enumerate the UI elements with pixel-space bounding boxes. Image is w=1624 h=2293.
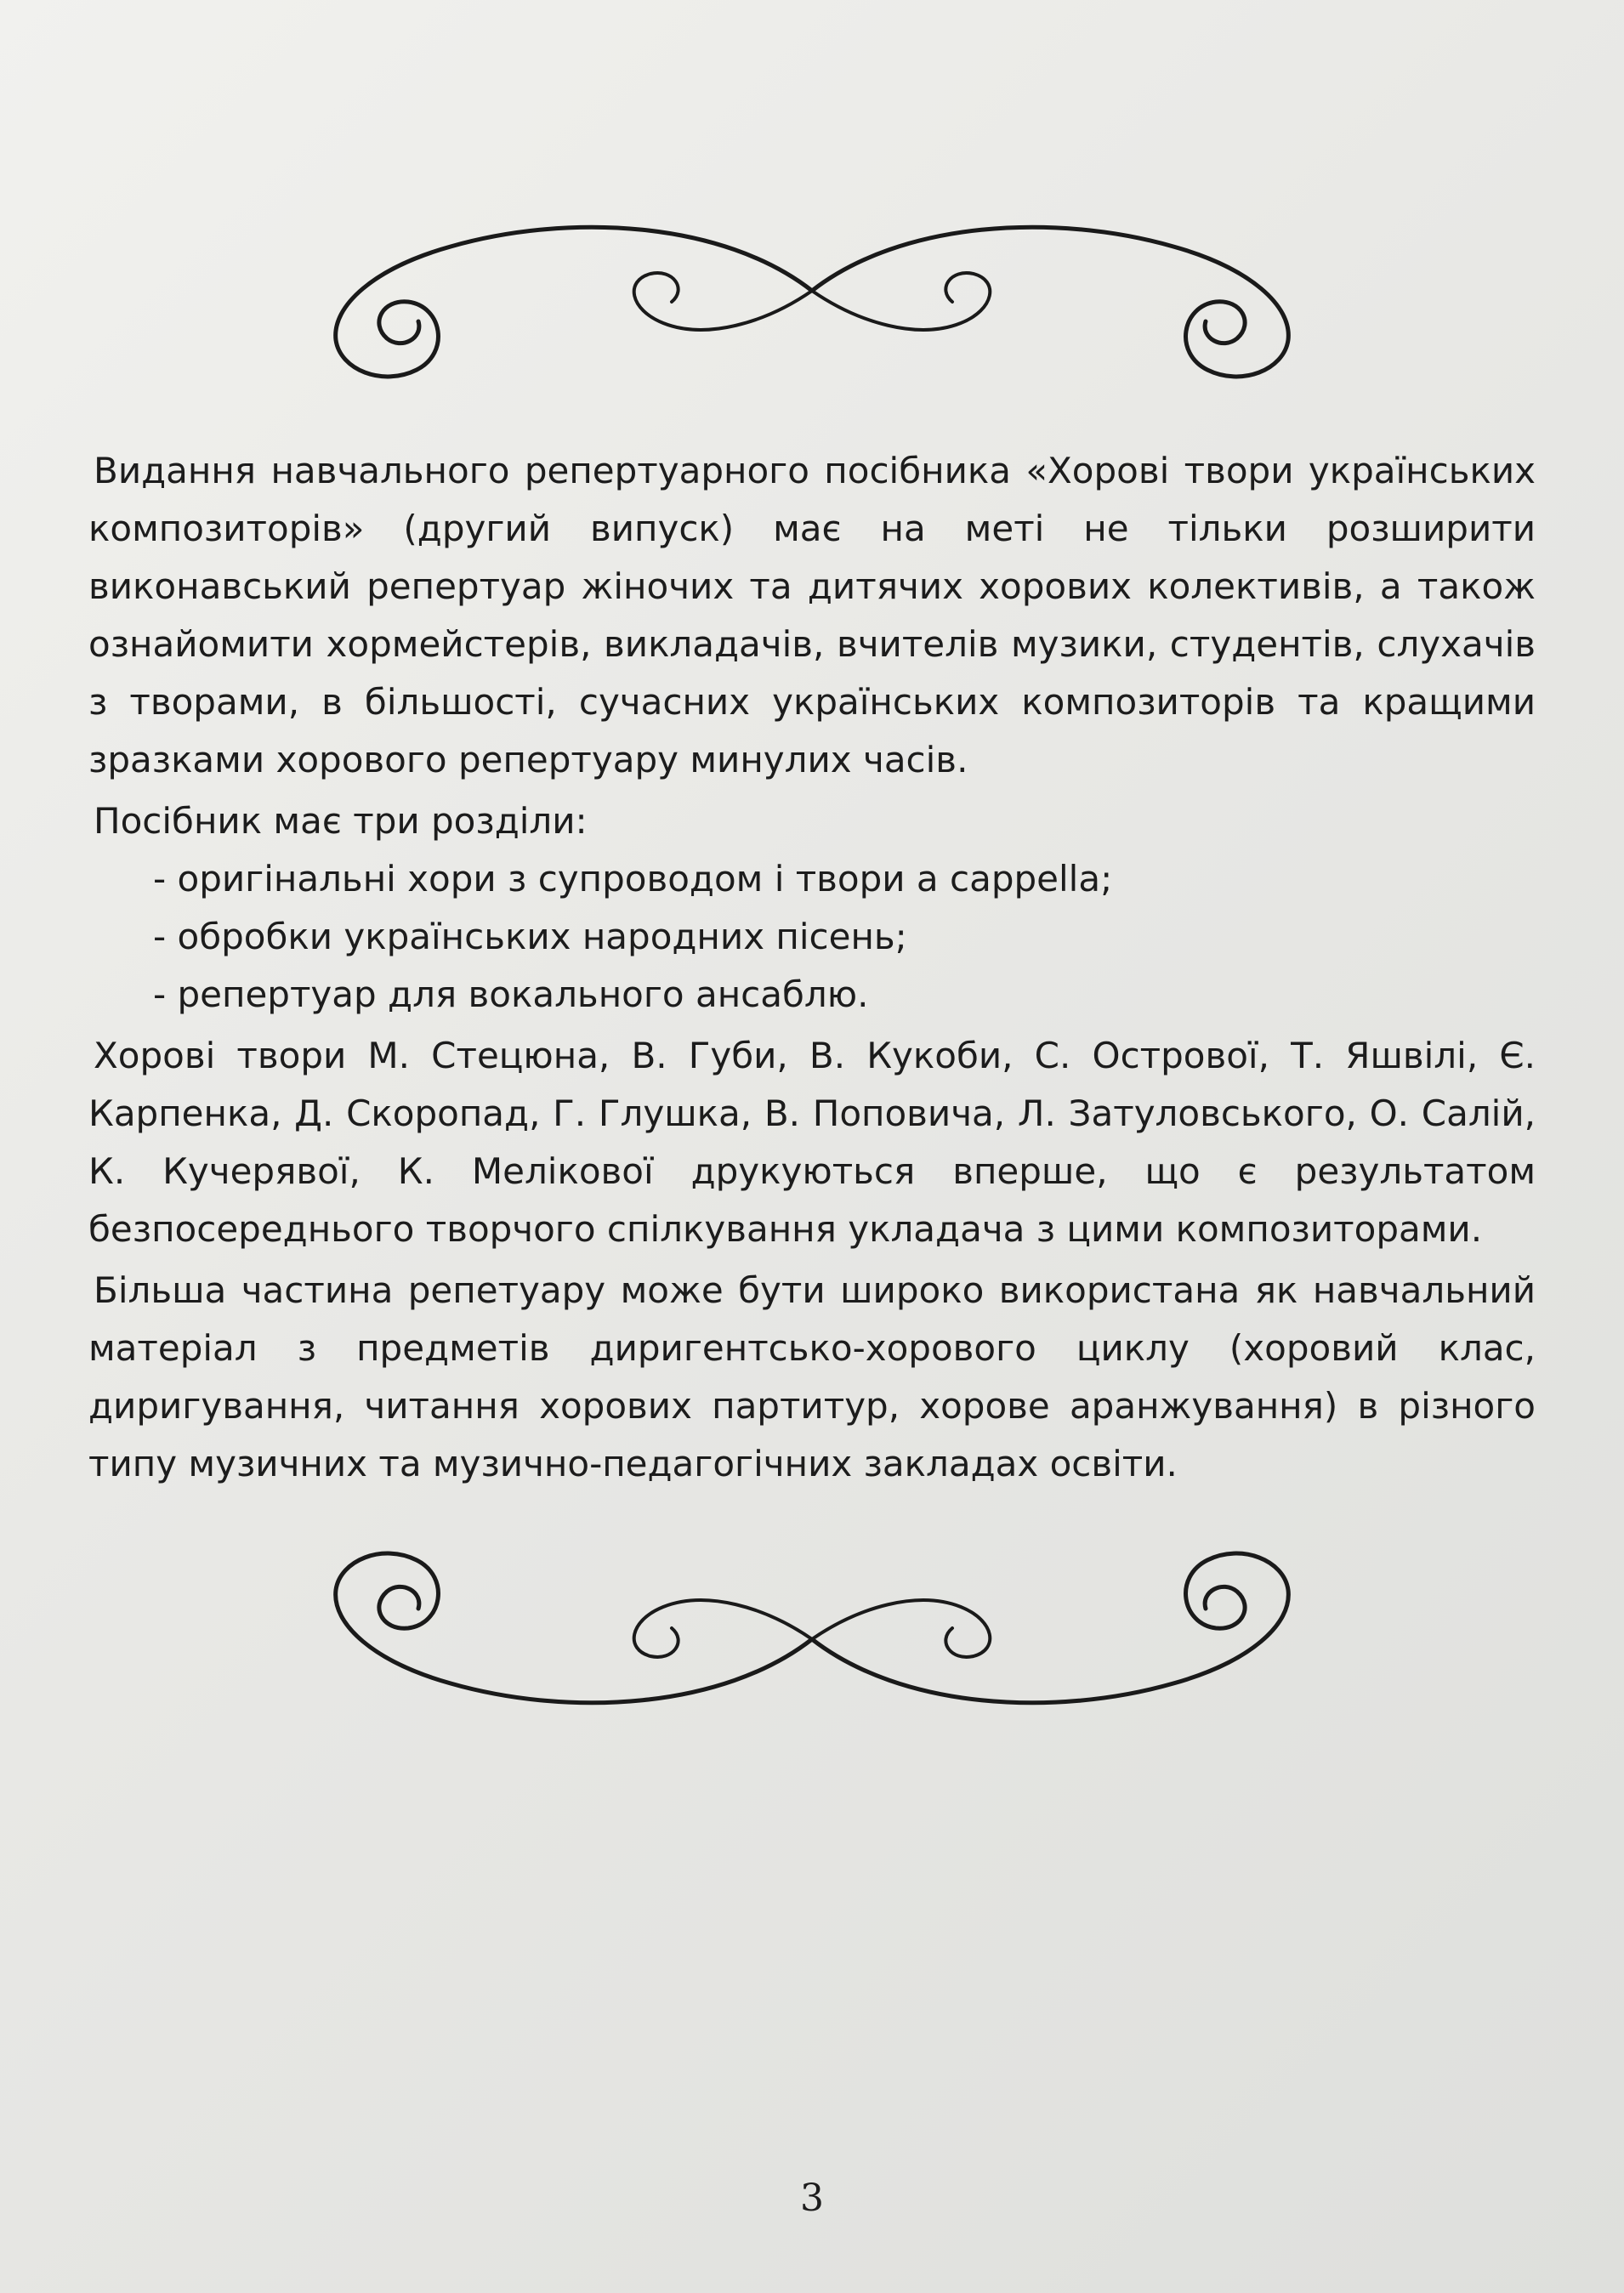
body-text [88, 442, 1536, 1493]
usage-paragraph: Більша частина репетуару може бути широко використана як навчальний матеріал з предметів диригентсько-хорового циклу (хоровий клас, диригування, читання хорових партитур, хорове аранжування) в різного типу музичних та музично-педагогічних закладах освіти. [88, 1269, 1536, 1484]
list-item: - обробки українських народних пісень; [153, 916, 907, 957]
list-item: - оригінальні хори з супроводом і твори a cappella; [153, 858, 1113, 900]
page-number: 3 [800, 2177, 824, 2220]
intro-paragraph: Видання навчального репертуарного посібника «Хорові твори українських композиторів» (другий випуск) має на меті не тільки розширити виконавський репертуар жіночих та дитячих хорових колективів, а також ознайомити хормейстерів, викладачів, вчителів музики, студентів, слухачів з творами, в більшості, сучасних українських композиторів та кращими зразками хорового репертуару минулих часів. [88, 450, 1536, 780]
top-flourish-ornament [323, 196, 1301, 391]
sections-list [88, 850, 1536, 1024]
list-item: - репертуар для вокального ансаблю. [153, 973, 869, 1015]
sections-heading: Посібник має три розділи: [94, 800, 588, 842]
bottom-flourish-ornament [323, 1539, 1301, 1734]
composers-paragraph: Хорові твори М. Стецюна, В. Губи, В. Кукоби, С. Острової, Т. Яшвілі, Є. Карпенка, Д. Скоропад, Г. Глушка, В. Поповича, Л. Затуловського, О. Салій, К. Кучерявої, К. Мелікової друкуються вперше, що є результатом безпосереднього творчого спілкування укладача з цими композиторами. [88, 1035, 1536, 1250]
